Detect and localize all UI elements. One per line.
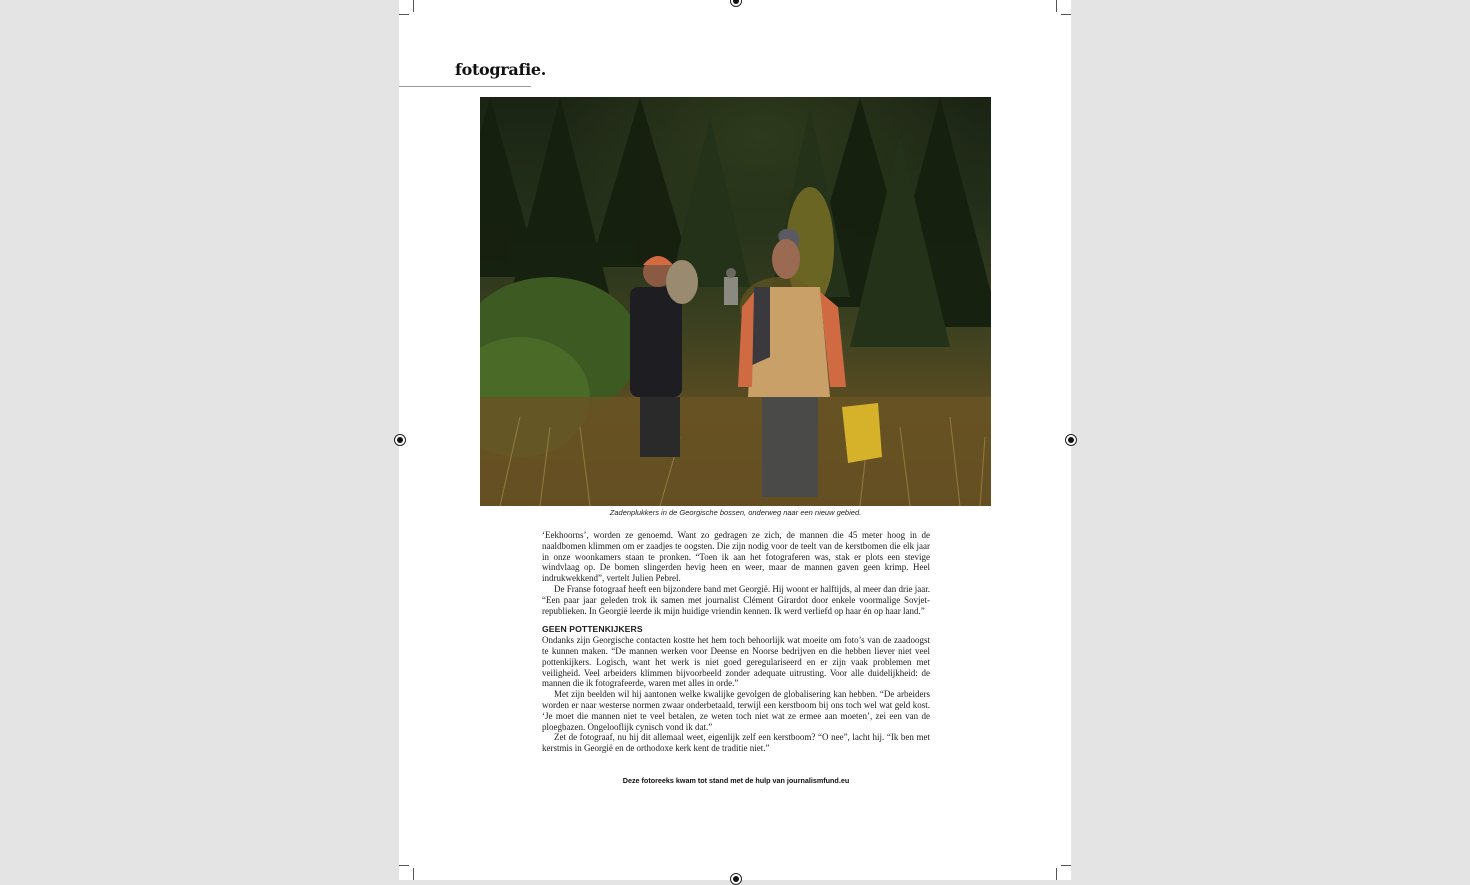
paragraph: Met zijn beelden wil hij aantonen welke kwalijke gevolgen de globalisering kan hebben. “De arbeiders worden er naar westerse normen zwaar onderbetaald, terwijl een kerstboom bij ons toch wel wat geld kost. ‘Je moet die mannen niet te veel betalen, ze weten toch niet wat ze ermee aan moeten’, zei een van de ploegbazen. Ongelooflijk cynisch vond ik dat.” — [542, 689, 930, 732]
registration-mark-icon — [1065, 434, 1077, 446]
crop-mark — [1061, 14, 1071, 15]
registration-mark-icon — [730, 873, 742, 885]
registration-mark-icon — [394, 434, 406, 446]
article-photo — [480, 97, 991, 506]
registration-mark-icon — [730, 0, 742, 7]
crop-mark — [399, 14, 409, 15]
crop-mark — [399, 865, 409, 866]
paragraph: Ondanks zijn Georgische contacten kostte het hem toch behoorlijk wat moeite om foto’s van de zaadoogst te kunnen maken. “De mannen werken voor Deense en Noorse bedrijven en die hebben liever niet veel pottenkijkers. Logisch, want het werk is niet goed geregulariseerd en er zijn vaak problemen met veiligheid. Veel arbeiders klimmen bijvoorbeeld zonder adequate uitrusting. Voor alle duidelijkheid: de mannen die ik fotografeerde, waren met alles in orde.” — [542, 635, 930, 689]
crop-mark — [1056, 0, 1057, 12]
photo-credit: Deze fotoreeks kwam tot stand met de hulp van journalismfund.eu — [622, 776, 850, 785]
paragraph: Zet de fotograaf, nu hij dit allemaal weet, eigenlijk zelf een kerstboom? “O nee”, lacht hij. “Ik ben met kerstmis in Georgië en de orthodoxe kerk kent de traditie niet.” — [542, 732, 930, 754]
photo-caption: Zadenplukkers in de Georgische bossen, onderweg naar een nieuw gebied. — [609, 508, 862, 517]
forest-scene — [480, 97, 991, 506]
article-body — [542, 530, 930, 754]
crop-mark — [1056, 868, 1057, 880]
paragraph: ‘Eekhoorns’, worden ze genoemd. Want zo gedragen ze zich, de mannen die 45 meter hoog in de naaldbomen klimmen om er zaadjes te oogsten. Die zijn nodig voor de teelt van de kerstbomen die elk jaar in onze woonkamers staan te pronken. “Toen ik aan het fotograferen was, stak er plots een stevige windvlaag op. De bomen slingerden hevig heen en weer, maar de mannen gaven geen krimp. Heel indrukwekkend”, vertelt Julien Pebrel. — [542, 530, 930, 584]
section-label: fotografie. — [455, 60, 547, 79]
crop-mark — [413, 868, 414, 880]
section-rule — [399, 86, 531, 87]
crop-mark — [1061, 865, 1071, 866]
subheading: GEEN POTTENKIJKERS — [542, 624, 643, 635]
paragraph: De Franse fotograaf heeft een bijzondere band met Georgië. Hij woont er halftijds, al meer dan drie jaar. “Een paar jaar geleden trok ik samen met journalist Clément Girardot door enkele voormalige Sovjet-republieken. In Georgië leerde ik mijn huidige vriendin kennen. Ik werd verliefd op haar én op haar land.” — [542, 583, 930, 616]
crop-mark — [413, 0, 414, 12]
magazine-page — [399, 0, 1071, 880]
